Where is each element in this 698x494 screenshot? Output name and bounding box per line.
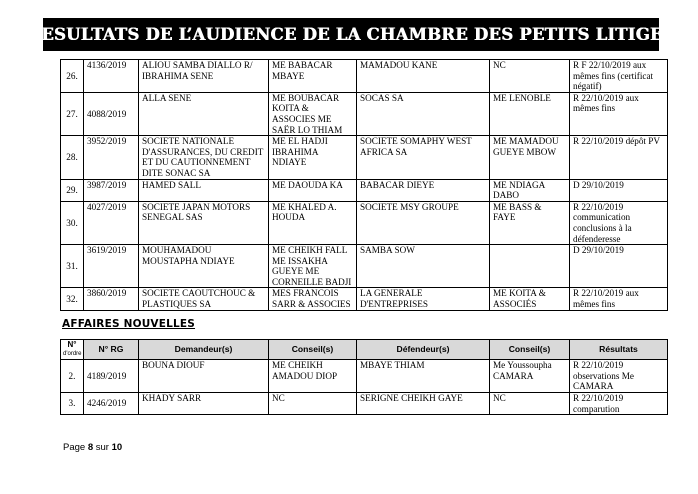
case-demandeur: BOUNA DIOUF — [139, 360, 269, 393]
case-number: 28. — [61, 136, 84, 179]
case-conseil-demandeur: ME DAOUDA KA — [269, 179, 357, 201]
continued-results-table — [60, 59, 668, 311]
case-resultat: D 29/10/2019 — [570, 245, 668, 288]
case-resultat: R 22/10/2019 observations Me CAMARA — [570, 360, 668, 393]
case-conseil-defendeur: ME NDIAGA DABO — [490, 179, 570, 201]
case-defendeur: SAMBA SOW — [357, 245, 490, 288]
case-conseil-demandeur: ME EL HADJI IBRAHIMA NDIAYE — [269, 136, 357, 179]
case-defendeur: SOCAS SA — [357, 92, 490, 135]
case-conseil-demandeur: ME KHALED A. HOUDA — [269, 201, 357, 244]
case-demandeur: ALIOU SAMBA DIALLO R/ IBRAHIMA SENE — [139, 60, 269, 93]
case-conseil-demandeur: MES FRANCOIS SARR & ASSOCIES — [269, 288, 357, 310]
case-demandeur: HAMED SALL — [139, 179, 269, 201]
case-conseil-defendeur: NC — [490, 393, 570, 415]
table-row — [61, 288, 668, 310]
case-conseil-defendeur: ME BASS & FAYE — [490, 201, 570, 244]
case-conseil-demandeur: ME CHEIKH FALL ME ISSAKHA GUEYE ME CORNEILLE BADJI — [269, 245, 357, 288]
case-demandeur: MOUHAMADOU MOUSTAPHA NDIAYE — [139, 245, 269, 288]
case-rg: 3860/2019 — [84, 288, 139, 310]
case-demandeur: SOCIETE JAPAN MOTORS SENEGAL SAS — [139, 201, 269, 244]
case-rg: 4088/2019 — [84, 92, 139, 135]
table-row — [61, 179, 668, 201]
case-conseil-demandeur: ME BOUBACAR KOITA & ASSOCIES ME SAËR LO THIAM — [269, 92, 357, 135]
case-rg: 4027/2019 — [84, 201, 139, 244]
case-number: 3. — [61, 393, 84, 415]
case-defendeur: SERIGNE CHEIKH GAYE — [357, 393, 490, 415]
case-defendeur: MAMADOU KANE — [357, 60, 490, 93]
table-row — [61, 393, 668, 415]
case-conseil-defendeur: ME LENOBLE — [490, 92, 570, 135]
case-rg: 3987/2019 — [84, 179, 139, 201]
case-conseil-defendeur: ME KOITA & ASSOCIÉS — [490, 288, 570, 310]
case-demandeur: KHADY SARR — [139, 393, 269, 415]
table-row — [61, 245, 668, 288]
case-resultat: R 22/10/2019 dépôt PV — [570, 136, 668, 179]
case-conseil-defendeur: Me Youssoupha CAMARA — [490, 360, 570, 393]
header-conseil-demandeur: Conseil(s) — [269, 340, 357, 360]
case-demandeur: SOCIETE CAOUTCHOUC & PLASTIQUES SA — [139, 288, 269, 310]
new-cases-table — [60, 339, 668, 415]
table-row — [61, 360, 668, 393]
case-conseil-defendeur: ME MAMADOU GUEYE MBOW — [490, 136, 570, 179]
case-number: 26. — [61, 60, 84, 93]
case-number: 30. — [61, 201, 84, 244]
table-row — [61, 136, 668, 179]
case-conseil-demandeur: NC — [269, 393, 357, 415]
case-number: 32. — [61, 288, 84, 310]
header-conseil-defendeur: Conseil(s) — [490, 340, 570, 360]
case-rg: 4189/2019 — [84, 360, 139, 393]
case-conseil-demandeur: ME BABACAR MBAYE — [269, 60, 357, 93]
case-defendeur: SOCIETE MSY GROUPE — [357, 201, 490, 244]
case-number: 31. — [61, 245, 84, 288]
case-resultat: R 22/10/2019 aux mêmes fins — [570, 92, 668, 135]
page-title: RESULTATS DE L’AUDIENCE DE LA CHAMBRE DES PETITS LITIGES — [27, 25, 675, 44]
case-number: 27. — [61, 92, 84, 135]
section-title-affaires-nouvelles: AFFAIRES NOUVELLES — [62, 318, 196, 330]
header-demandeur: Demandeur(s) — [139, 340, 269, 360]
case-defendeur: SOCIETE SOMAPHY WEST AFRICA SA — [357, 136, 490, 179]
case-number: 29. — [61, 179, 84, 201]
page-footer: Page 8 sur 10 — [63, 442, 123, 453]
header-rg: N° RG — [84, 340, 139, 360]
case-resultat: R 22/10/2019 comparution — [570, 393, 668, 415]
case-demandeur: SOCIETE NATIONALE D'ASSURANCES, DU CREDIT ET DU CAUTIONNEMENT DITE SONAC SA — [139, 136, 269, 179]
case-rg: 3619/2019 — [84, 245, 139, 288]
case-resultat: R F 22/10/2019 aux mêmes fins (certificat négatif) — [570, 60, 668, 93]
case-defendeur: LA GENERALE D'ENTREPRISES — [357, 288, 490, 310]
case-resultat: R 22/10/2019 aux mêmes fins — [570, 288, 668, 310]
header-order: N° d'ordre — [61, 340, 84, 360]
table-row — [61, 92, 668, 135]
header-defendeur: Défendeur(s) — [357, 340, 490, 360]
case-conseil-defendeur — [490, 245, 570, 288]
case-conseil-demandeur: ME CHEIKH AMADOU DIOP — [269, 360, 357, 393]
case-resultat: D 29/10/2019 — [570, 179, 668, 201]
table-header-row — [61, 340, 668, 360]
case-rg: 3952/2019 — [84, 136, 139, 179]
table-row — [61, 60, 668, 93]
case-defendeur: BABACAR DIEYE — [357, 179, 490, 201]
case-resultat: R 22/10/2019 communication conclusions à la défenderesse — [570, 201, 668, 244]
case-conseil-defendeur: NC — [490, 60, 570, 93]
table-row — [61, 201, 668, 244]
case-rg: 4136/2019 — [84, 60, 139, 93]
case-number: 2. — [61, 360, 84, 393]
case-demandeur: ALLA SENE — [139, 92, 269, 135]
header-resultat: Résultats — [570, 340, 668, 360]
title-banner — [27, 18, 675, 51]
case-rg: 4246/2019 — [84, 393, 139, 415]
case-defendeur: MBAYE THIAM — [357, 360, 490, 393]
page-number: 8 — [87, 442, 94, 453]
page-total: 10 — [111, 442, 123, 453]
